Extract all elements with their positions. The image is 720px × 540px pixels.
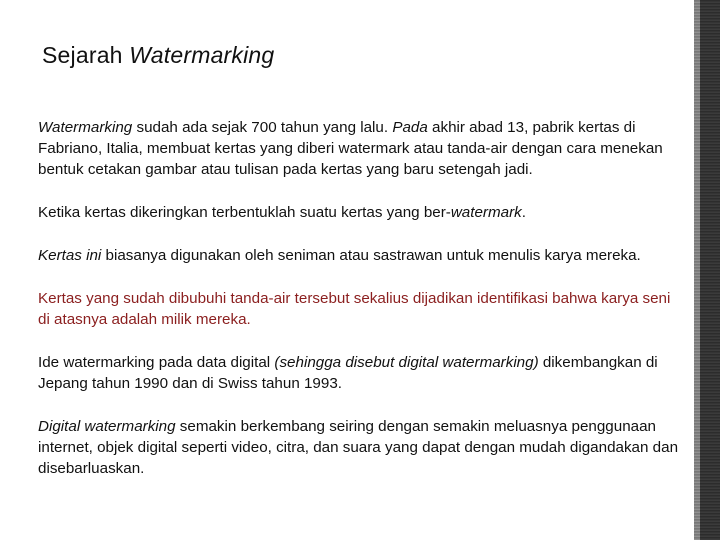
text-segment: Ide watermarking pada data digital [38, 354, 275, 371]
text-segment: watermark [450, 204, 522, 221]
slide-content [38, 117, 678, 479]
text-segment: Watermarking [38, 119, 133, 136]
text-segment: (sehingga disebut digital watermarking) [274, 354, 539, 371]
text-segment: Pada [392, 119, 428, 136]
text-segment: Digital watermarking [38, 418, 176, 435]
slide-title [42, 42, 274, 69]
text-segment: sudah ada sejak 700 tahun yang lalu. [132, 119, 393, 136]
text-segment: dikembangkan di Jepang tahun 1990 dan di Swiss tahun 1993. [38, 354, 658, 392]
text-segment: . [521, 204, 526, 221]
paragraph-identification [38, 288, 678, 330]
text-segment: biasanya digunakan oleh seniman atau sastrawan untuk menulis karya mereka. [101, 247, 641, 264]
text-segment: Kertas ini [38, 247, 102, 264]
text-segment: akhir abad 13, pabrik kertas di Fabriano, Italia, membuat kertas yang diberi watermark atau tanda-air dengan cara menekan bentuk cetakan gambar atau tulisan pada kertas yang baru setengah jadi. [38, 119, 663, 178]
title-italic: Watermarking [129, 42, 275, 68]
paragraph-digital-idea [38, 352, 678, 394]
decorative-right-border [694, 0, 720, 540]
title-plain: Sejarah [42, 42, 130, 68]
paragraph-drying [38, 202, 678, 223]
text-segment: Ketika kertas dikeringkan terbentuklah suatu kertas yang ber- [38, 204, 451, 221]
paragraph-internet-growth [38, 416, 678, 479]
text-segment: Kertas yang sudah dibubuhi tanda-air tersebut sekalius dijadikan identifikasi bahwa karya seni di atasnya adalah milik mereka. [38, 290, 671, 328]
paragraph-history-intro [38, 117, 678, 180]
text-segment: semakin berkembang seiring dengan semakin meluasnya penggunaan internet, objek digital seperti video, citra, dan suara yang dapat dengan mudah digandakan dan disebarluaskan. [38, 418, 679, 477]
paragraph-usage [38, 245, 678, 266]
